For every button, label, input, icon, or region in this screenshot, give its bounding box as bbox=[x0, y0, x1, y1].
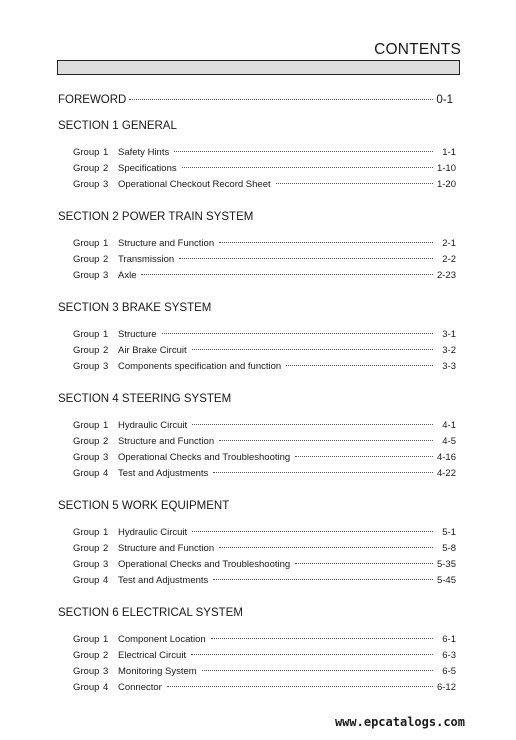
leader-dots bbox=[191, 654, 433, 655]
group-label: Group bbox=[73, 147, 100, 158]
footer-url[interactable]: www.epcatalogs.com bbox=[334, 715, 465, 729]
leader-dots bbox=[192, 349, 433, 350]
group-title: Component Location bbox=[118, 634, 206, 645]
leader-dots bbox=[182, 167, 433, 168]
group-label: Group bbox=[73, 634, 100, 645]
group-label: Group bbox=[73, 238, 100, 249]
leader-dots bbox=[162, 333, 433, 334]
page-number: 4-1 bbox=[442, 420, 456, 431]
group-label: Group bbox=[73, 163, 100, 174]
group-label: Group bbox=[73, 361, 100, 372]
toc-entry[interactable] bbox=[73, 147, 456, 161]
page-number: 2-23 bbox=[436, 270, 456, 281]
leader-dots bbox=[219, 242, 433, 243]
group-label: Group bbox=[73, 452, 100, 463]
group-title: Structure and Function bbox=[118, 238, 215, 249]
page-number: 4-16 bbox=[436, 452, 456, 463]
group-label: Group bbox=[73, 270, 100, 281]
group-title: Structure bbox=[118, 329, 157, 340]
toc-entry[interactable] bbox=[73, 179, 456, 193]
group-label: Group bbox=[73, 527, 100, 538]
group-number: 2 bbox=[103, 254, 109, 265]
page-number: 4-22 bbox=[436, 468, 456, 479]
toc-entry[interactable] bbox=[73, 666, 456, 680]
group-title: Specifications bbox=[118, 163, 177, 174]
page-number: 4-5 bbox=[442, 436, 456, 447]
page-number: 6-12 bbox=[436, 682, 456, 693]
toc-entry[interactable] bbox=[73, 361, 456, 375]
page-number: 1-1 bbox=[442, 147, 456, 158]
group-title: Structure and Function bbox=[118, 436, 215, 447]
title-bar bbox=[57, 60, 460, 75]
leader-dots bbox=[213, 579, 433, 580]
foreword-entry[interactable] bbox=[58, 94, 453, 106]
page-number: 1-10 bbox=[436, 163, 456, 174]
group-number: 3 bbox=[103, 179, 109, 190]
toc-entry[interactable] bbox=[73, 270, 456, 284]
page-number: 3-3 bbox=[442, 361, 456, 372]
group-number: 3 bbox=[103, 361, 109, 372]
group-title: Transmission bbox=[118, 254, 175, 265]
leader-dots bbox=[213, 472, 433, 473]
group-title: Axle bbox=[118, 270, 137, 281]
leader-dots bbox=[192, 424, 433, 425]
toc-entry[interactable] bbox=[73, 345, 456, 359]
group-number: 2 bbox=[103, 163, 109, 174]
group-number: 1 bbox=[103, 527, 109, 538]
group-label: Group bbox=[73, 329, 100, 340]
group-title: Electrical Circuit bbox=[118, 650, 187, 661]
page-number: 2-2 bbox=[442, 254, 456, 265]
toc-entry[interactable] bbox=[73, 527, 456, 541]
group-title: Structure and Function bbox=[118, 543, 215, 554]
group-label: Group bbox=[73, 420, 100, 431]
leader-dots bbox=[167, 686, 433, 687]
group-number: 2 bbox=[103, 345, 109, 356]
group-number: 1 bbox=[103, 238, 109, 249]
leader-dots bbox=[129, 99, 433, 100]
group-title: Air Brake Circuit bbox=[118, 345, 187, 356]
group-title: Connector bbox=[118, 682, 162, 693]
toc-entry[interactable] bbox=[73, 559, 456, 573]
page-number: 5-45 bbox=[436, 575, 456, 586]
group-label: Group bbox=[73, 666, 100, 677]
group-title: Test and Adjustments bbox=[118, 468, 209, 479]
toc-entry[interactable] bbox=[73, 634, 456, 648]
group-number: 4 bbox=[103, 575, 109, 586]
section-heading[interactable]: SECTION 5 WORK EQUIPMENT bbox=[58, 500, 230, 512]
page-number: 3-1 bbox=[442, 329, 456, 340]
group-title: Hydraulic Circuit bbox=[118, 420, 188, 431]
toc-entry[interactable] bbox=[73, 468, 456, 482]
group-label: Group bbox=[73, 575, 100, 586]
foreword-page: 0-1 bbox=[436, 94, 453, 106]
group-number: 3 bbox=[103, 559, 109, 570]
group-label: Group bbox=[73, 254, 100, 265]
section-heading[interactable]: SECTION 3 BRAKE SYSTEM bbox=[58, 302, 212, 314]
group-label: Group bbox=[73, 650, 100, 661]
leader-dots bbox=[211, 638, 433, 639]
toc-entry[interactable] bbox=[73, 543, 456, 557]
page-number: 1-20 bbox=[436, 179, 456, 190]
toc-entry[interactable] bbox=[73, 452, 456, 466]
group-number: 2 bbox=[103, 543, 109, 554]
group-number: 1 bbox=[103, 634, 109, 645]
page-number: 6-1 bbox=[442, 634, 456, 645]
group-number: 1 bbox=[103, 329, 109, 340]
page-number: 6-5 bbox=[442, 666, 456, 677]
leader-dots bbox=[219, 440, 433, 441]
group-label: Group bbox=[73, 559, 100, 570]
toc-entry[interactable] bbox=[73, 650, 456, 664]
toc-entry[interactable] bbox=[73, 682, 456, 696]
group-title: Operational Checkout Record Sheet bbox=[118, 179, 271, 190]
toc-entry[interactable] bbox=[73, 163, 456, 177]
leader-dots bbox=[179, 258, 433, 259]
group-number: 3 bbox=[103, 270, 109, 281]
page-number: 6-3 bbox=[442, 650, 456, 661]
section-heading[interactable]: SECTION 1 GENERAL bbox=[58, 120, 177, 132]
group-number: 3 bbox=[103, 452, 109, 463]
group-title: Hydraulic Circuit bbox=[118, 527, 188, 538]
toc-entry[interactable] bbox=[73, 254, 456, 268]
toc-entry[interactable] bbox=[73, 436, 456, 450]
page-number: 5-1 bbox=[442, 527, 456, 538]
group-number: 4 bbox=[103, 682, 109, 693]
group-number: 1 bbox=[103, 420, 109, 431]
page-number: 5-8 bbox=[442, 543, 456, 554]
group-title: Safety Hints bbox=[118, 147, 170, 158]
leader-dots bbox=[202, 670, 433, 671]
section-heading[interactable]: SECTION 4 STEERING SYSTEM bbox=[58, 393, 232, 405]
leader-dots bbox=[286, 365, 433, 366]
leader-dots bbox=[295, 563, 433, 564]
toc-entry[interactable] bbox=[73, 238, 456, 252]
group-label: Group bbox=[73, 179, 100, 190]
group-number: 2 bbox=[103, 436, 109, 447]
group-title: Operational Checks and Troubleshooting bbox=[118, 559, 291, 570]
group-number: 4 bbox=[103, 468, 109, 479]
leader-dots bbox=[192, 531, 433, 532]
group-title: Operational Checks and Troubleshooting bbox=[118, 452, 291, 463]
page-number: 2-1 bbox=[442, 238, 456, 249]
leader-dots bbox=[174, 151, 433, 152]
foreword-label: FOREWORD bbox=[58, 94, 127, 106]
group-number: 3 bbox=[103, 666, 109, 677]
group-number: 2 bbox=[103, 650, 109, 661]
section-heading[interactable]: SECTION 6 ELECTRICAL SYSTEM bbox=[58, 607, 243, 619]
group-label: Group bbox=[73, 468, 100, 479]
group-label: Group bbox=[73, 682, 100, 693]
group-number: 1 bbox=[103, 147, 109, 158]
group-label: Group bbox=[73, 345, 100, 356]
page-number: 3-2 bbox=[442, 345, 456, 356]
leader-dots bbox=[276, 183, 433, 184]
group-title: Components specification and function bbox=[118, 361, 282, 372]
group-title: Test and Adjustments bbox=[118, 575, 209, 586]
leader-dots bbox=[141, 274, 433, 275]
group-label: Group bbox=[73, 543, 100, 554]
section-heading[interactable]: SECTION 2 POWER TRAIN SYSTEM bbox=[58, 211, 254, 223]
group-label: Group bbox=[73, 436, 100, 447]
toc-entry[interactable] bbox=[73, 420, 456, 434]
toc-entry[interactable] bbox=[73, 329, 456, 343]
leader-dots bbox=[219, 547, 433, 548]
toc-entry[interactable] bbox=[73, 575, 456, 589]
page-number: 5-35 bbox=[436, 559, 456, 570]
leader-dots bbox=[295, 456, 433, 457]
group-title: Monitoring System bbox=[118, 666, 197, 677]
page-title: CONTENTS bbox=[374, 41, 461, 58]
